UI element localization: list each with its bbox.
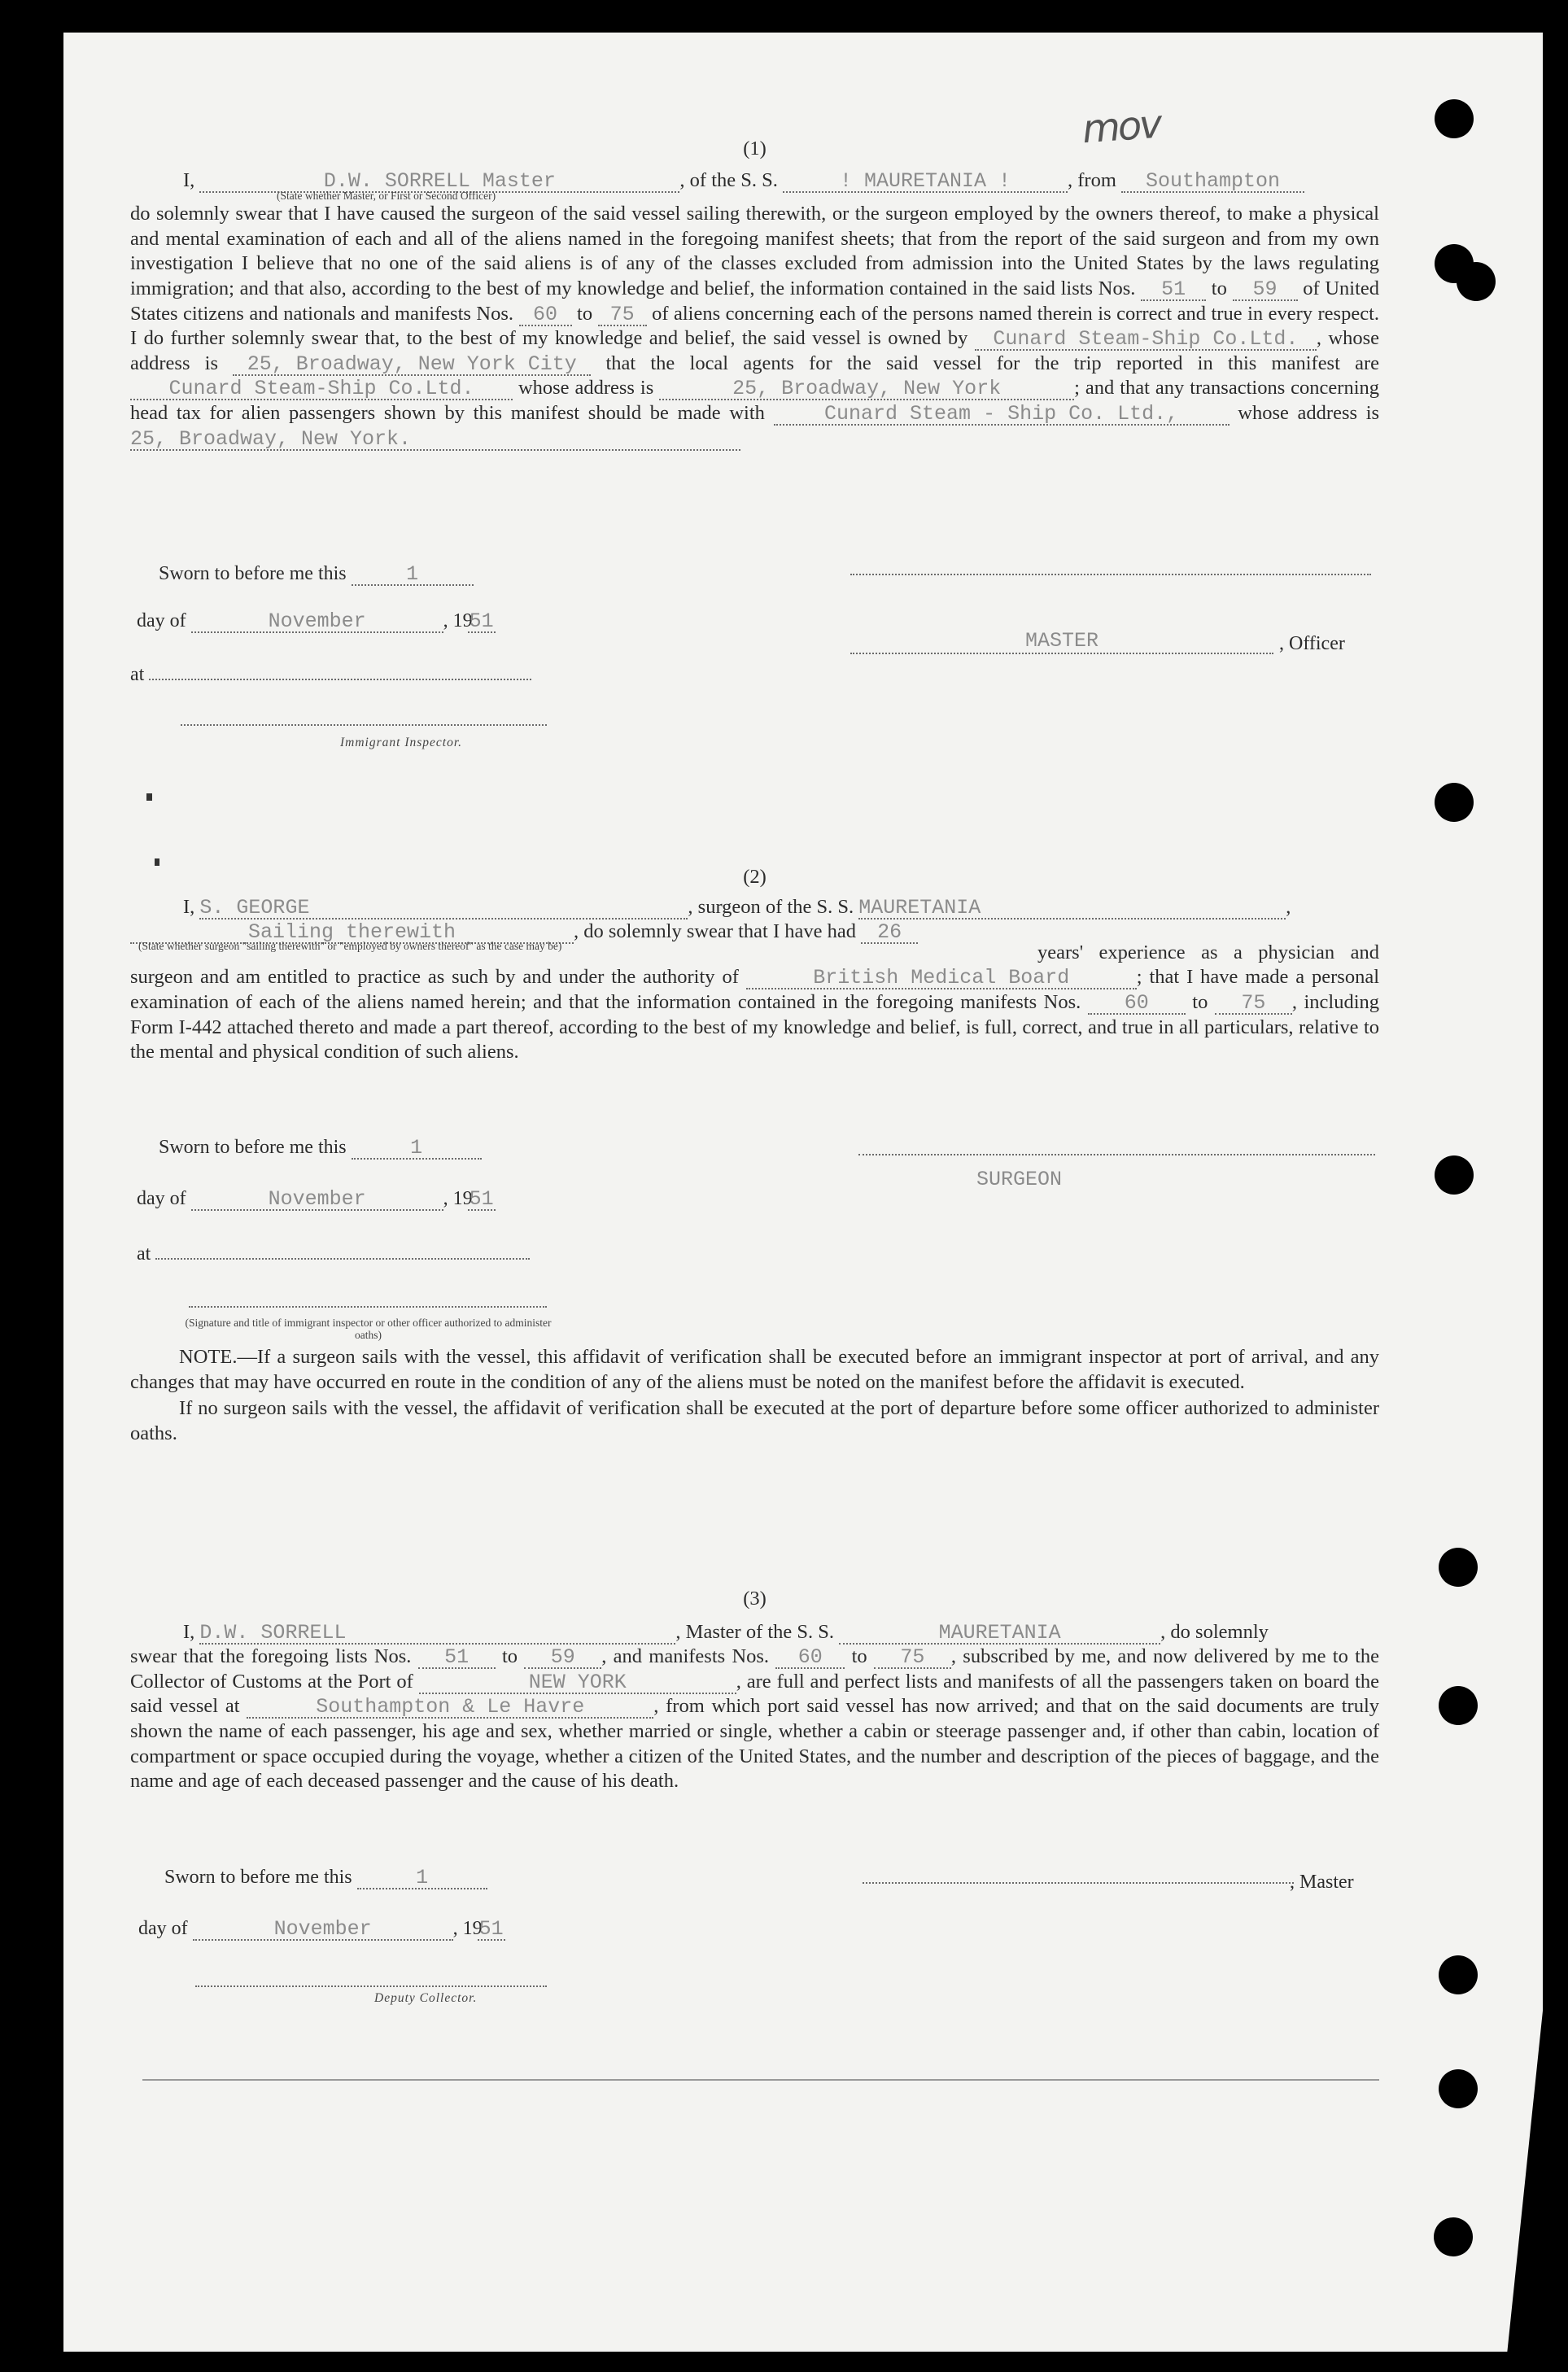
label-to: to (851, 1645, 867, 1668)
handwritten-mark: mov (1081, 101, 1162, 153)
sworn-day-field: 1 (352, 1138, 482, 1160)
master-signature-line (850, 574, 1371, 575)
label-to: to (1211, 277, 1227, 299)
surgeon-title: SURGEON (976, 1168, 1063, 1191)
manifests-from-field: 60 (775, 1648, 845, 1669)
label-whose-address: , whose address is (130, 327, 1380, 374)
affidavit-master-delivery-section (130, 1587, 1379, 1794)
officer-title-field: MASTER (850, 630, 1273, 654)
at-field (155, 1240, 530, 1260)
collector-signature-line (195, 1985, 547, 1987)
label-master-of: , Master of the S. S. (675, 1620, 835, 1643)
sworn-label: Sworn to before me this 1 (159, 1135, 482, 1160)
at-field (149, 661, 531, 680)
tax-agent-field: Cunard Steam - Ship Co. Ltd., (774, 404, 1230, 426)
ship-name-field: ! MAURETANIA ! (783, 172, 1068, 193)
lists-from-field: 51 (1141, 280, 1206, 301)
sworn-at: at (130, 661, 531, 687)
port-field: Southampton (1121, 172, 1304, 193)
lists-to-field: 59 (1233, 280, 1298, 301)
authority-field: British Medical Board (746, 968, 1137, 989)
body-text: swear that the foregoing lists Nos. (130, 1645, 412, 1668)
sworn-label: Sworn to before me this 1 (159, 561, 474, 586)
punch-hole (1435, 1155, 1474, 1195)
sailing-field: Sailing therewith (130, 923, 574, 944)
master-name-field: D.W. SORRELL (199, 1623, 675, 1645)
punch-hole (1434, 2217, 1473, 2256)
sworn-date: day of November , 1951 (137, 609, 494, 633)
manifests-from-field: 60 (519, 305, 572, 326)
body-text: , from which port said vessel has now arrived; and that on the said documents are truly shown the name of each passenger, his age and sex, whether married or single, whether a cabin or steerage passenger and, if other than cabin, location of compartment or space occupied during the voyage, whether a citizen of the United States, and the number and description of the pieces of baggage, and the name and age of each deceased passenger and the cause of his death. (130, 1695, 1379, 1793)
label-whose-address: whose address is (1238, 401, 1380, 424)
pronoun: I, (183, 1620, 195, 1643)
month-field: November (191, 1190, 443, 1211)
note-2: If no surgeon sails with the vessel, the affidavit of verification shall be executed at the port of departure before some officer authorized to administer oaths. (130, 1397, 1379, 1444)
officer-label: , Officer (1279, 633, 1345, 654)
year-field: 51 (478, 1917, 504, 1941)
label-to: to (577, 302, 593, 325)
punch-hole (1435, 99, 1474, 138)
note-section (130, 1345, 1379, 1446)
lists-to-field: 59 (524, 1648, 601, 1669)
year-field: 51 (469, 1187, 494, 1211)
collector-caption: Deputy Collector. (374, 1991, 478, 2005)
sworn-label: Sworn to before me this 1 (164, 1865, 487, 1889)
pronoun: I, (183, 895, 195, 918)
manifests-to-field: 75 (874, 1648, 951, 1669)
manifests-to-field: 75 (598, 305, 647, 326)
agent-address-field: 25, Broadway, New York (659, 379, 1074, 400)
affidavit-master-section (130, 137, 1379, 451)
body-text: , and manifests Nos. (601, 1645, 770, 1668)
body-text: , do solemnly swear that I have had (574, 920, 856, 943)
pronoun: I, (183, 168, 195, 191)
owner-field: Cunard Steam-Ship Co.Ltd. (975, 330, 1317, 351)
label-surgeon-of: , surgeon of the S. S. (688, 895, 854, 918)
body-text: do solemnly swear that I have caused the surgeon of the said vessel sailing therewith, or the surgeon employed by the owners thereof, to make a physical and mental examination of each and all of the aliens named in the foregoing manifest sheets; that from the report of the said surgeon and from my own investigation I believe that no one of the said aliens is of any of the classes excluded from admission into the United States by the laws regulating immigration; and that also, according to the best of my knowledge and belief, the information contained in the said lists Nos. (130, 203, 1379, 299)
year-field: 51 (469, 609, 494, 633)
affidavit-surgeon-section: (2) I, S. GEORGE , surgeon of the S. S. MAURETANIA , Sailing therewith , do solemnly swear that I have had 26 (State whether surgeon "sailing therewith" or "employed by owners thereof" as the case may be) years' experience as a physician and surgeon and am entitled to practice as such by and under the authority of British Medical Board ; that I have made a personal examination of each of the aliens named herein; and that the information contained in the foregoing manifests Nos. 60 to 75 , including Form I-442 attached thereto and made a part thereof, according to the best of my knowledge and belief, is full, correct, and true in all particulars, relative to the mental and physical condition of such aliens. (130, 866, 1380, 1064)
body-text: of aliens concerning each of the persons named therein is correct and true in every respect. I do further solemnly swear that, to the best of my knowledge and belief, the said vessel is owned by (130, 302, 1380, 350)
month-field: November (193, 1920, 453, 1941)
body-text: years' experience as a physician and surgeon and am entitled to practice as such by and under the authority of (130, 941, 1379, 989)
body-text: that the local agents for the said vessel for the trip reported in this manifest are (605, 352, 1380, 374)
punch-hole (1439, 1548, 1478, 1587)
label-whose-address: whose address is (518, 377, 654, 400)
ports-from-field: Southampton & Le Havre (247, 1697, 653, 1719)
section-number: (1) (743, 138, 767, 159)
ship-name-field: MAURETANIA (839, 1623, 1160, 1645)
punch-hole (1439, 1686, 1478, 1725)
punch-hole (1457, 262, 1496, 301)
ship-name-field: MAURETANIA (858, 898, 1286, 920)
years-field: 26 (861, 923, 918, 944)
punch-hole (1439, 2069, 1478, 2108)
bottom-rule (142, 2079, 1379, 2081)
agent-field: Cunard Steam-Ship Co.Ltd. (130, 379, 513, 400)
section-number: (3) (743, 1588, 767, 1610)
sworn-day-field: 1 (352, 565, 474, 586)
sworn-day-field: 1 (357, 1868, 487, 1889)
sworn-date: day of November , 1951 (137, 1187, 494, 1211)
body-text: , including Form I-442 attached thereto and made a part thereof, according to the best of my knowledge and belief, is full, correct, and true in all particulars, relative to the mental and physical condition of such aliens. (130, 990, 1380, 1064)
lists-from-field: 51 (418, 1648, 496, 1669)
body-text: , are full and perfect lists and manifests of all the passengers taken on board the said vessel at (130, 1670, 1380, 1718)
body-text: , subscribed by me, and now delivered by me to the Collector of Customs at the Port of (130, 1645, 1380, 1693)
port-field: NEW YORK (419, 1673, 736, 1694)
tax-address-field: 25, Broadway, New York. (130, 430, 740, 451)
body-text: of United States citizens and nationals and manifests Nos. (130, 277, 1380, 325)
manifests-to-field: 75 (1215, 994, 1292, 1015)
master-label: , Master (1290, 1872, 1354, 1893)
owner-address-field: 25, Broadway, New York City (233, 355, 591, 376)
sworn-date: day of November , 1951 (138, 1917, 504, 1941)
label-of-ss: , of the S. S. (679, 168, 778, 191)
surgeon-caption: (State whether surgeon "sailing therewith" or "employed by owners thereof" as the case may be) (138, 939, 562, 952)
sworn-at: at (137, 1240, 530, 1266)
master-signature-line (863, 1882, 1294, 1884)
section-number: (2) (743, 866, 767, 888)
label-from: , from (1068, 168, 1116, 191)
inspector-caption: Immigrant Inspector. (340, 736, 463, 749)
official-signature-line (189, 1306, 547, 1308)
inspector-signature-line (181, 724, 547, 726)
punch-hole (1439, 1955, 1478, 1994)
body-text: , do solemnly (1160, 1620, 1269, 1643)
manifests-from-field: 60 (1088, 994, 1186, 1015)
month-field: November (191, 612, 443, 633)
surgeon-signature-line (858, 1154, 1375, 1155)
signature-caption: (Signature and title of immigrant inspector or other officer authorized to administer oaths) (185, 1317, 552, 1341)
punch-hole (1435, 783, 1474, 822)
surgeon-name-field: S. GEORGE (199, 898, 688, 920)
body-text: ; and that any transactions concerning head tax for alien passengers shown by this manifest should be made with (130, 377, 1380, 424)
label-to: to (1192, 990, 1208, 1013)
label-to: to (501, 1645, 518, 1668)
ink-speck (146, 793, 152, 801)
body-text: ; that I have made a personal examination of each of the aliens named herein; and that the information contained in the foregoing manifests Nos. (130, 966, 1379, 1013)
officer-caption: (State whether Master, or First or Second Officer) (277, 190, 496, 203)
master-name-field: D.W. SORRELL Master (199, 172, 679, 193)
note-1: NOTE.—If a surgeon sails with the vessel, this affidavit of verification shall be executed before an immigrant inspector at port of arrival, and any changes that may have occurred en route in the condition of any of the aliens must be noted on the manifest before the affidavit is executed. (130, 1346, 1379, 1393)
